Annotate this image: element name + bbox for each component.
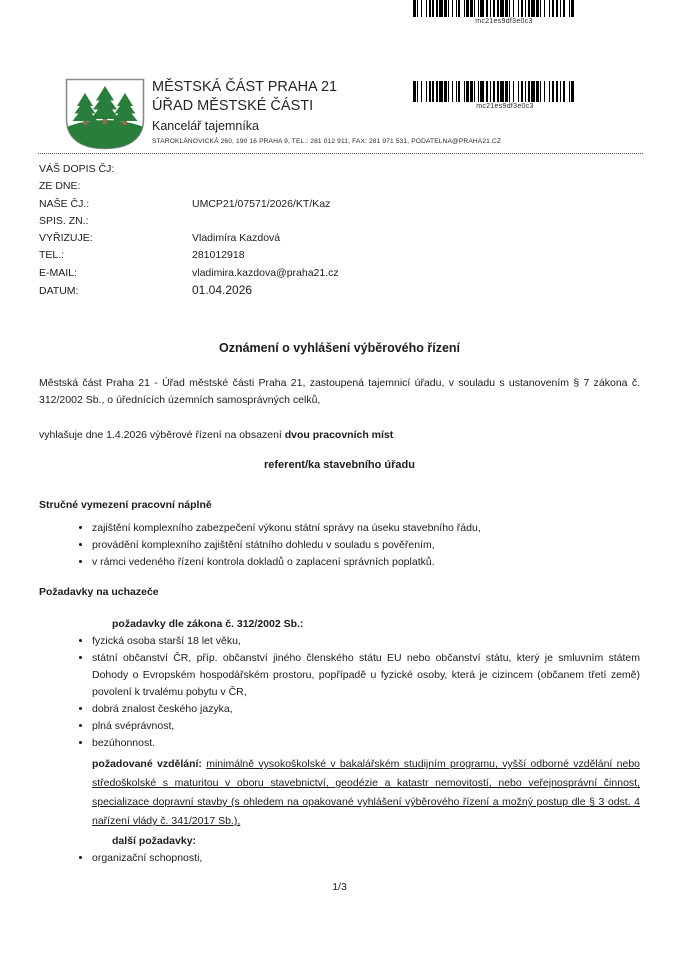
list-item: • organizační schopnosti,	[92, 850, 640, 867]
list-item: • zajištění komplexního zabezpečení výkonu státní správy na úseku stavebního řádu,	[92, 520, 640, 537]
ref-value: vladimira.kazdova@praha21.cz	[192, 266, 339, 279]
ref-label: TEL.:	[39, 249, 65, 262]
other-requirements-list	[39, 850, 640, 867]
header-barcode	[413, 81, 597, 111]
address-line: STAROKLÁNOVICKÁ 260, 190 16 PRAHA 9, TEL.: 281 012 911, FAX: 281 971 531, PODATELNA@PRAHA21.CZ	[152, 138, 502, 145]
barcode-label: mc21es9df3e0c3	[475, 18, 533, 25]
ref-value-date: 01.04.2026	[192, 283, 253, 298]
announcement-prefix: vyhlašuje dne 1.4.2026 výběrové řízení na obsazení	[39, 429, 285, 441]
ref-row	[39, 196, 339, 213]
education-paragraph	[92, 755, 640, 831]
ref-row	[39, 230, 339, 247]
ref-row	[39, 247, 339, 264]
dotted-separator	[38, 153, 643, 154]
coat-of-arms-icon	[64, 77, 146, 151]
barcode-image	[413, 81, 597, 102]
ref-label: NAŠE ČJ.:	[39, 197, 90, 210]
announcement-line	[39, 427, 640, 444]
list-item: • v rámci vedeného řízení kontrola dokladů o zaplacení správních poplatků.	[92, 554, 640, 571]
ref-row	[39, 265, 339, 282]
barcode-label: mc21es9df3e0c3	[476, 103, 534, 110]
page-number: 1/3	[332, 881, 347, 893]
law-requirements-heading: požadavky dle zákona č. 312/2002 Sb.:	[112, 618, 304, 630]
ref-label: DATUM:	[39, 285, 79, 298]
ref-label: VYŘIZUJE:	[39, 232, 93, 245]
org-name-line2: ÚŘAD MĚSTSKÉ ČÁSTI	[152, 98, 314, 114]
ref-value: 281012918	[192, 249, 245, 262]
list-item: • dobrá znalost českého jazyka,	[92, 701, 640, 718]
ref-label: VÁŠ DOPIS ČJ:	[39, 163, 115, 175]
ref-row	[39, 282, 339, 300]
ref-row	[39, 178, 339, 195]
education-text: minimálně vysokoškolské v bakalářském studijním programu, vyšší odborné vzdělání nebo středoškolské s maturitou v oboru stavebnictví, geodézie a katastr nemovitostí, nebo veřejnosprávní činnost, specializace dopravní stavby (s ohledem na opakované vyhlášení výběrového řízení a možný postup dle § 3 odst. 4 nařízení vlády č. 341/2017 Sb.),	[92, 758, 641, 827]
education-label: požadované vzdělání:	[92, 758, 202, 770]
law-requirements-list	[39, 633, 640, 752]
list-item: • plná svéprávnost,	[92, 718, 640, 735]
top-barcode	[413, 0, 595, 26]
ref-value: UMCP21/07571/2026/KT/Kaz	[192, 197, 331, 210]
ref-label: E-MAIL:	[39, 266, 77, 279]
ref-label: SPIS. ZN.:	[39, 214, 89, 227]
ref-row	[39, 213, 339, 230]
reference-block	[39, 161, 339, 300]
intro-paragraph: Městská část Praha 21 - Úřad městské části Praha 21, zastoupená tajemnicí úřadu, v souladu s ustanovením § 7 zákona č. 312/2002 Sb., o úřednících územních samosprávných celků,	[39, 377, 640, 406]
department-name: Kancelář tajemníka	[152, 119, 260, 133]
org-name-line1: MĚSTSKÁ ČÁST PRAHA 21	[152, 79, 338, 95]
list-item: • fyzická osoba starší 18 let věku,	[92, 633, 640, 650]
ref-value: Vladimíra Kazdová	[192, 232, 281, 245]
ref-row	[39, 161, 339, 178]
other-requirements-heading: další požadavky:	[112, 835, 197, 847]
announcement-bold: dvou pracovních míst	[284, 429, 394, 441]
requirements-heading: Požadavky na uchazeče	[39, 586, 159, 598]
job-description-list	[39, 520, 640, 571]
document-title: Oznámení o vyhlášení výběrového řízení	[218, 341, 461, 355]
document-body	[39, 333, 640, 896]
list-item: • provádění komplexního zajištění státního dohledu v souladu s pověřením,	[92, 537, 640, 554]
list-item: • bezúhonnost.	[92, 735, 640, 752]
ref-label: ZE DNE:	[39, 180, 81, 193]
barcode-image	[413, 0, 595, 17]
position-title: referent/ka stavebního úřadu	[264, 459, 415, 471]
list-item: • státní občanství ČR, příp. občanství jiného členského státu EU nebo občanství státu, který je smluvním státem Dohody o Evropském hospodářském prostoru, popřípadě u fyzické osoby, která je cizincem (občanem třetí země) povolení k trvalému pobytu v ČR,	[92, 650, 640, 701]
hill-shape	[64, 120, 146, 151]
job-description-heading: Stručné vymezení pracovní náplně	[39, 499, 212, 511]
